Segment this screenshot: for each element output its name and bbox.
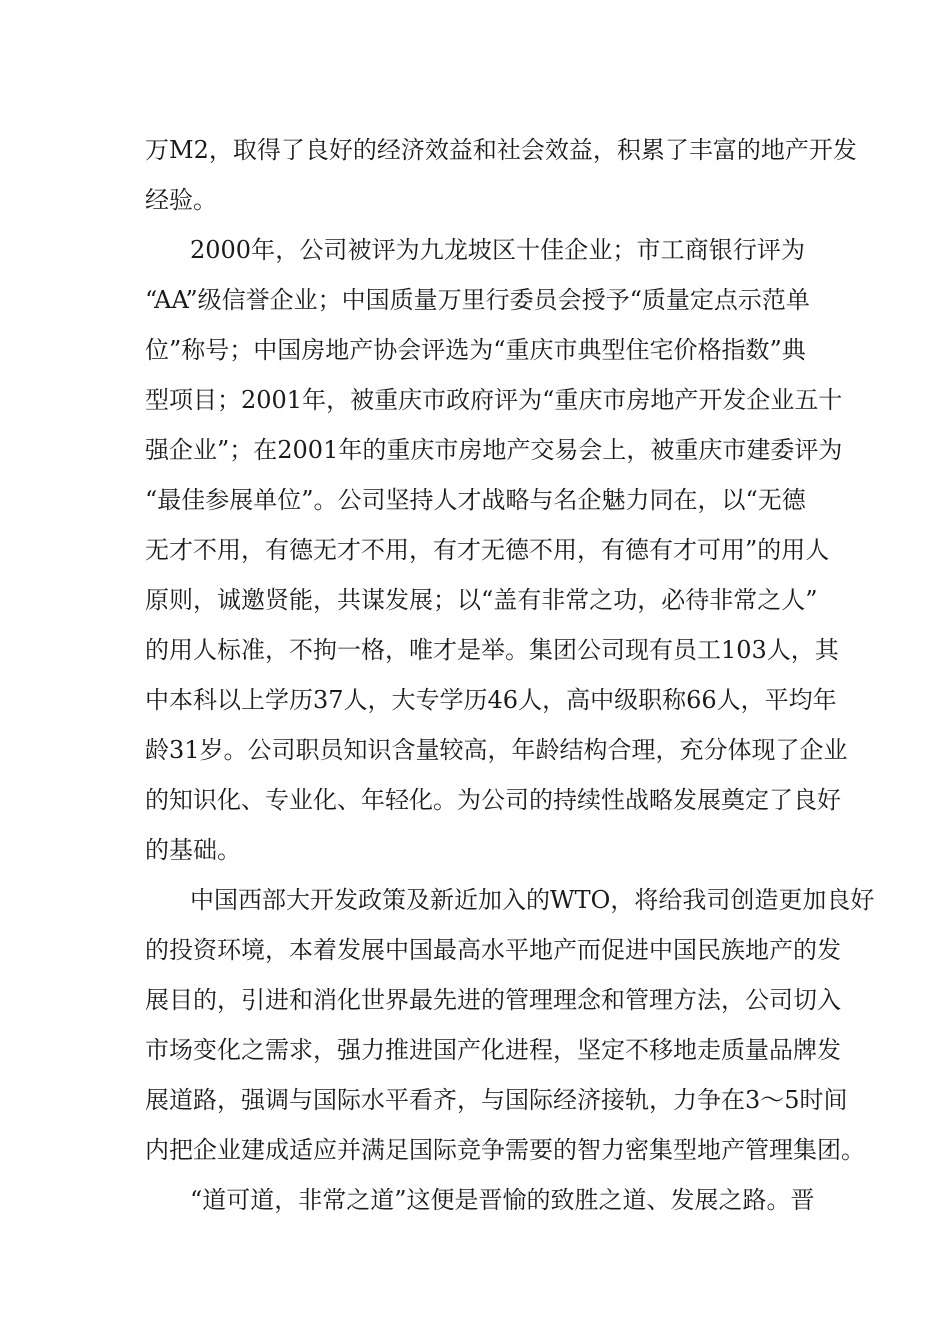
paragraph-2-line-1: 2000年，公司被评为九龙坡区十佳企业；市工商银行评为 — [190, 236, 805, 264]
paragraph-2-line-7: 无才不用，有德无才不用，有才无德不用，有德有才可用”的用人 — [145, 536, 830, 564]
paragraph-2-line-11: 龄31岁。公司职员知识含量较高，年龄结构合理，充分体现了企业 — [145, 736, 848, 764]
paragraph-2-line-9: 的用人标准，不拘一格，唯才是举。集团公司现有员工103人，其 — [145, 636, 839, 664]
paragraph-2-line-4: 型项目；2001年，被重庆市政府评为“重庆市房地产开发企业五十 — [145, 386, 843, 414]
paragraph-2-line-6: “最佳参展单位”。公司坚持人才战略与名企魅力同在，以“无德 — [145, 486, 806, 514]
paragraph-3-line-6: 内把企业建成适应并满足国际竞争需要的智力密集型地产管理集团。 — [145, 1136, 865, 1164]
paragraph-2-line-5: 强企业”；在2001年的重庆市房地产交易会上，被重庆市建委评为 — [145, 436, 843, 464]
paragraph-2-line-13: 的基础。 — [145, 836, 241, 864]
paragraph-3-line-5: 展道路，强调与国际水平看齐，与国际经济接轨，力争在3～5时间 — [145, 1086, 848, 1114]
paragraph-3-line-2: 的投资环境，本着发展中国最高水平地产而促进中国民族地产的发 — [145, 936, 841, 964]
paragraph-2-line-10: 中本科以上学历37人，大专学历46人，高中级职称66人，平均年 — [145, 686, 837, 714]
paragraph-2-line-2: “AA”级信誉企业；中国质量万里行委员会授予“质量定点示范单 — [145, 286, 810, 314]
paragraph-2-line-8: 原则，诚邀贤能，共谋发展；以“盖有非常之功，必待非常之人” — [145, 586, 818, 614]
text-line-2: 经验。 — [145, 186, 217, 214]
paragraph-3-line-3: 展目的，引进和消化世界最先进的管理理念和管理方法，公司切入 — [145, 986, 841, 1014]
paragraph-4-line-1: “道可道，非常之道”这便是晋愉的致胜之道、发展之路。晋 — [190, 1186, 815, 1214]
text-line-1: 万M2，取得了良好的经济效益和社会效益，积累了丰富的地产开发 — [145, 136, 857, 164]
paragraph-3-line-4: 市场变化之需求，强力推进国产化进程，坚定不移地走质量品牌发 — [145, 1036, 841, 1064]
paragraph-2-line-3: 位”称号；中国房地产协会评选为“重庆市典型住宅价格指数”典 — [145, 336, 806, 364]
paragraph-2-line-12: 的知识化、专业化、年轻化。为公司的持续性战略发展奠定了良好 — [145, 786, 841, 814]
paragraph-3-line-1: 中国西部大开发政策及新近加入的WTO，将给我司创造更加良好 — [190, 886, 875, 914]
